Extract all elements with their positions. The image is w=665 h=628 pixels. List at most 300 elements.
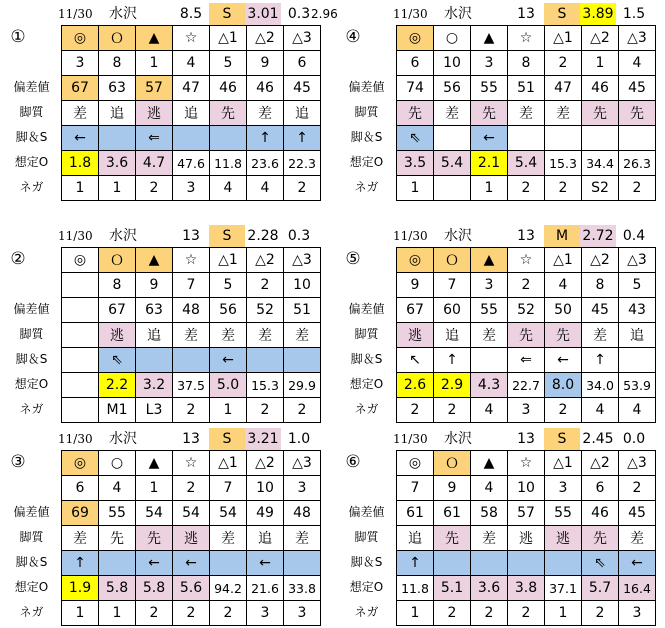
- horse-number-cell: 5: [619, 273, 656, 298]
- race-value-3: 0.3: [287, 6, 311, 22]
- row-label: 想定O: [349, 580, 384, 594]
- mark-cell: △3: [284, 248, 321, 273]
- horse-number-cell: 2: [508, 273, 545, 298]
- nega-cell: 2: [619, 176, 656, 201]
- nega-cell: 2: [582, 601, 619, 626]
- score-cell: 61: [397, 501, 434, 526]
- grid-row-styles: [62, 101, 321, 126]
- horse-number-cell: 5: [210, 273, 247, 298]
- horse-number-cell: 6: [582, 476, 619, 501]
- mark-cell: △2: [582, 26, 619, 51]
- panel-number: ①: [10, 27, 26, 47]
- horse-number-cell: 8: [508, 51, 545, 76]
- arrow-cell: [508, 551, 545, 576]
- panel-number: ②: [10, 249, 26, 269]
- race-grid: [396, 450, 656, 626]
- nega-cell: 2: [434, 601, 471, 626]
- horse-number-cell: 9: [434, 476, 471, 501]
- row-label: 脚質: [19, 105, 44, 119]
- row-label: 偏差値: [13, 80, 50, 94]
- grid-row-marks: [397, 248, 656, 273]
- score-cell: 67: [99, 298, 136, 323]
- score-cell: 46: [210, 76, 247, 101]
- odds-cell: 16.4: [619, 576, 656, 601]
- panel-number: ⑥: [345, 452, 361, 472]
- arrow-cell: ↑: [284, 126, 321, 151]
- race-panel-6: [338, 428, 658, 628]
- style-cell: 差: [508, 101, 545, 126]
- score-cell: 55: [545, 501, 582, 526]
- score-cell: 74: [397, 76, 434, 101]
- race-panel-2: [3, 225, 323, 425]
- grid-row-marks: [62, 451, 321, 476]
- score-cell: 54: [210, 501, 247, 526]
- mark-cell: △1: [210, 451, 247, 476]
- panel-number: ④: [345, 27, 361, 47]
- horse-number-cell: 4: [99, 476, 136, 501]
- score-cell: 48: [284, 501, 321, 526]
- grid-row-odds: [397, 151, 656, 176]
- style-cell: 追: [136, 323, 173, 348]
- nega-cell: 2: [545, 398, 582, 423]
- grid-row-styles: [397, 101, 656, 126]
- score-cell: 47: [545, 76, 582, 101]
- panel-number: ⑤: [345, 249, 361, 269]
- nega-cell: 2: [284, 176, 321, 201]
- row-label: 偏差値: [348, 505, 385, 519]
- mark-cell: △3: [284, 451, 321, 476]
- race-value-4: [646, 428, 665, 450]
- mark-cell: ◎: [62, 248, 99, 273]
- score-cell: 43: [619, 298, 656, 323]
- horse-number-cell: 6: [284, 51, 321, 76]
- race-value-2: 2.72: [580, 225, 616, 247]
- arrow-cell: ↑: [247, 126, 284, 151]
- odds-cell: 4.3: [471, 373, 508, 398]
- race-grid: [61, 450, 321, 626]
- odds-cell: [62, 373, 99, 398]
- arrow-cell: ↑: [62, 551, 99, 576]
- race-value-1: 8.5: [179, 6, 203, 22]
- race-grid: [396, 247, 656, 423]
- row-label: ネガ: [354, 605, 379, 619]
- odds-cell: 15.3: [545, 151, 582, 176]
- style-cell: 差: [210, 526, 247, 551]
- race-value-3: 0.3: [287, 228, 311, 244]
- score-cell: 56: [210, 298, 247, 323]
- score-cell: 57: [508, 501, 545, 526]
- grid-row-marks: [62, 248, 321, 273]
- mark-cell: ○: [99, 451, 136, 476]
- grid-row-nega: [397, 601, 656, 626]
- race-value-2: 2.45: [582, 431, 614, 447]
- mark-cell: Ｏ: [99, 26, 136, 51]
- horse-number-cell: 3: [284, 476, 321, 501]
- grid-row-scores: [62, 501, 321, 526]
- race-date: 11/30: [58, 432, 93, 446]
- score-cell: 55: [99, 501, 136, 526]
- mark-cell: △3: [284, 26, 321, 51]
- panel-number: ③: [10, 452, 26, 472]
- odds-cell: 5.6: [173, 576, 210, 601]
- odds-cell: 3.8: [508, 576, 545, 601]
- nega-cell: 3: [508, 398, 545, 423]
- grid-row-scores: [397, 76, 656, 101]
- arrow-cell: [173, 126, 210, 151]
- race-value-4: 2.96: [311, 7, 338, 21]
- row-label: ネガ: [19, 180, 44, 194]
- arrow-cell: ←: [62, 126, 99, 151]
- style-cell: 差: [434, 101, 471, 126]
- horse-number-cell: 3: [62, 51, 99, 76]
- horse-number-cell: 4: [619, 51, 656, 76]
- style-cell: 先: [545, 323, 582, 348]
- nega-cell: 1: [210, 398, 247, 423]
- style-cell: 追: [434, 323, 471, 348]
- style-cell: 差: [471, 526, 508, 551]
- row-label: 脚＆S: [15, 352, 48, 366]
- race-value-3: 0.4: [622, 228, 646, 244]
- style-cell: 先: [99, 526, 136, 551]
- nega-cell: 1: [471, 176, 508, 201]
- arrow-cell: [99, 126, 136, 151]
- score-cell: 67: [397, 298, 434, 323]
- grid-row-numbers: [62, 476, 321, 501]
- row-label: 偏差値: [13, 505, 50, 519]
- score-cell: 45: [619, 501, 656, 526]
- mark-cell: Ｏ: [434, 248, 471, 273]
- row-label: 脚質: [354, 530, 379, 544]
- grid-row-odds: [62, 576, 321, 601]
- odds-cell: 3.6: [99, 151, 136, 176]
- row-label: 脚質: [354, 327, 379, 341]
- nega-cell: 1: [62, 176, 99, 201]
- row-label: 想定O: [14, 580, 49, 594]
- horse-number-cell: 5: [210, 51, 247, 76]
- grid-row-odds: [62, 373, 321, 398]
- odds-cell: 2.2: [99, 373, 136, 398]
- arrow-cell: ↑: [582, 348, 619, 373]
- race-date: 11/30: [393, 432, 428, 446]
- score-cell: 45: [582, 298, 619, 323]
- horse-number-cell: 10: [284, 273, 321, 298]
- horse-number-cell: 7: [397, 476, 434, 501]
- nega-cell: [62, 398, 99, 423]
- nega-cell: 2: [173, 398, 210, 423]
- score-cell: 67: [62, 76, 99, 101]
- horse-number-cell: 9: [136, 273, 173, 298]
- style-cell: 差: [284, 526, 321, 551]
- mark-cell: △1: [545, 248, 582, 273]
- venue-name: 水沢: [109, 228, 137, 244]
- row-label: 想定O: [349, 155, 384, 169]
- arrow-cell: [284, 348, 321, 373]
- grade-badge: S: [209, 428, 245, 450]
- mark-cell: △2: [582, 451, 619, 476]
- horse-number-cell: 2: [545, 51, 582, 76]
- horse-number-cell: 6: [397, 51, 434, 76]
- race-value-1: 13: [517, 6, 535, 22]
- nega-cell: 1: [99, 176, 136, 201]
- arrow-cell: ←: [471, 126, 508, 151]
- horse-number-cell: 4: [471, 476, 508, 501]
- arrow-cell: [62, 348, 99, 373]
- nega-cell: 2: [173, 601, 210, 626]
- odds-cell: 22.7: [508, 373, 545, 398]
- race-panel-4: [338, 3, 658, 203]
- row-label: 脚＆S: [15, 130, 48, 144]
- row-label: ネガ: [354, 180, 379, 194]
- arrow-cell: ←: [247, 551, 284, 576]
- nega-cell: 3: [173, 176, 210, 201]
- odds-cell: 29.9: [284, 373, 321, 398]
- mark-cell: ◎: [62, 451, 99, 476]
- race-value-2: 2.28: [247, 228, 279, 244]
- odds-cell: 5.8: [99, 576, 136, 601]
- style-cell: 逃: [545, 526, 582, 551]
- style-cell: 逃: [173, 526, 210, 551]
- style-cell: 差: [247, 101, 284, 126]
- mark-cell: ☆: [508, 26, 545, 51]
- arrow-cell: [247, 348, 284, 373]
- grid-row-nega: [62, 398, 321, 423]
- style-cell: 追: [619, 323, 656, 348]
- nega-cell: 2: [508, 176, 545, 201]
- arrow-cell: ←: [545, 348, 582, 373]
- odds-cell: 94.2: [210, 576, 247, 601]
- odds-cell: 4.7: [136, 151, 173, 176]
- odds-cell: 34.0: [582, 373, 619, 398]
- nega-cell: 2: [210, 601, 247, 626]
- mark-cell: ☆: [508, 451, 545, 476]
- odds-cell: 21.6: [247, 576, 284, 601]
- score-cell: 58: [471, 501, 508, 526]
- mark-cell: ▲: [471, 26, 508, 51]
- mark-cell: △1: [545, 451, 582, 476]
- arrow-cell: ⇖: [397, 126, 434, 151]
- arrow-cell: [471, 348, 508, 373]
- horse-number-cell: 2: [619, 476, 656, 501]
- mark-cell: △3: [619, 26, 656, 51]
- style-cell: 差: [62, 101, 99, 126]
- odds-cell: 5.7: [582, 576, 619, 601]
- race-date: 11/30: [393, 229, 428, 243]
- score-cell: 51: [508, 76, 545, 101]
- race-panel-3: [3, 428, 323, 628]
- style-cell: 逃: [99, 323, 136, 348]
- nega-cell: 4: [247, 176, 284, 201]
- row-label: 想定O: [14, 377, 49, 391]
- arrow-cell: [99, 551, 136, 576]
- arrow-cell: [545, 126, 582, 151]
- grid-row-arrows: [62, 348, 321, 373]
- venue-name: 水沢: [444, 431, 472, 447]
- race-grid: [61, 247, 321, 423]
- race-value-2: 3.21: [245, 428, 281, 450]
- horse-number-cell: 1: [136, 476, 173, 501]
- odds-cell: 2.9: [434, 373, 471, 398]
- grid-row-nega: [397, 176, 656, 201]
- grid-row-odds: [397, 576, 656, 601]
- panel-header: [3, 428, 333, 450]
- grid-row-marks: [62, 26, 321, 51]
- arrow-cell: ↑: [434, 348, 471, 373]
- arrow-cell: [508, 126, 545, 151]
- grade-badge: M: [544, 225, 580, 247]
- nega-cell: 4: [210, 176, 247, 201]
- race-panel-1: [3, 3, 338, 203]
- row-label: 脚質: [354, 105, 379, 119]
- arrow-cell: ⇐: [136, 126, 173, 151]
- style-cell: 差: [62, 526, 99, 551]
- nega-cell: 3: [619, 601, 656, 626]
- odds-cell: 8.0: [545, 373, 582, 398]
- race-date: 11/30: [58, 229, 93, 243]
- score-cell: 55: [471, 298, 508, 323]
- horse-number-cell: 10: [247, 476, 284, 501]
- venue-name: 水沢: [444, 6, 472, 22]
- odds-cell: 5.1: [434, 576, 471, 601]
- arrow-cell: [434, 551, 471, 576]
- arrow-cell: ←: [136, 551, 173, 576]
- score-cell: 46: [582, 76, 619, 101]
- row-label: ネガ: [354, 402, 379, 416]
- mark-cell: ☆: [173, 451, 210, 476]
- horse-number-cell: 8: [582, 273, 619, 298]
- odds-cell: 11.8: [210, 151, 247, 176]
- odds-cell: 23.6: [247, 151, 284, 176]
- style-cell: 差: [247, 323, 284, 348]
- mark-cell: ○: [434, 26, 471, 51]
- grid-row-numbers: [397, 51, 656, 76]
- row-label: ネガ: [19, 605, 44, 619]
- score-cell: 54: [173, 501, 210, 526]
- grid-row-scores: [397, 501, 656, 526]
- mark-cell: ☆: [173, 248, 210, 273]
- nega-cell: 1: [545, 601, 582, 626]
- score-cell: 61: [434, 501, 471, 526]
- nega-cell: 2: [284, 398, 321, 423]
- odds-cell: 15.3: [247, 373, 284, 398]
- style-cell: 差: [210, 323, 247, 348]
- nega-cell: 1: [397, 176, 434, 201]
- odds-cell: 37.1: [545, 576, 582, 601]
- nega-cell: 2: [136, 176, 173, 201]
- nega-cell: S2: [582, 176, 619, 201]
- style-cell: 先: [471, 101, 508, 126]
- arrow-cell: [434, 126, 471, 151]
- mark-cell: ▲: [471, 451, 508, 476]
- grid-row-marks: [397, 451, 656, 476]
- score-cell: 56: [434, 76, 471, 101]
- style-cell: [62, 323, 99, 348]
- mark-cell: ☆: [508, 248, 545, 273]
- horse-number-cell: 7: [434, 273, 471, 298]
- nega-cell: 3: [284, 601, 321, 626]
- odds-cell: 47.6: [173, 151, 210, 176]
- grid-row-styles: [397, 323, 656, 348]
- race-grid: [61, 25, 321, 201]
- style-cell: 先: [582, 526, 619, 551]
- horse-number-cell: 1: [582, 51, 619, 76]
- odds-cell: 5.4: [434, 151, 471, 176]
- style-cell: 差: [619, 526, 656, 551]
- grid-row-nega: [62, 176, 321, 201]
- style-cell: 追: [173, 101, 210, 126]
- grid-row-arrows: [62, 551, 321, 576]
- horse-number-cell: 10: [508, 476, 545, 501]
- race-value-2: 3.01: [245, 3, 281, 25]
- horse-number-cell: 3: [471, 273, 508, 298]
- mark-cell: △2: [582, 248, 619, 273]
- row-label: 脚＆S: [350, 555, 383, 569]
- grid-row-nega: [397, 398, 656, 423]
- race-value-1: 13: [182, 431, 200, 447]
- style-cell: 逃: [397, 323, 434, 348]
- mark-cell: ◎: [397, 451, 434, 476]
- grid-row-numbers: [62, 51, 321, 76]
- horse-number-cell: [62, 273, 99, 298]
- panel-header: [338, 225, 665, 247]
- arrow-cell: [210, 126, 247, 151]
- odds-cell: 53.9: [619, 373, 656, 398]
- mark-cell: △1: [210, 248, 247, 273]
- arrow-cell: [136, 348, 173, 373]
- grid-row-numbers: [397, 273, 656, 298]
- arrow-cell: [619, 348, 656, 373]
- nega-cell: 2: [247, 398, 284, 423]
- nega-cell: 3: [247, 601, 284, 626]
- arrow-cell: [471, 551, 508, 576]
- race-panel-5: [338, 225, 658, 425]
- score-cell: 52: [508, 298, 545, 323]
- odds-cell: 5.4: [508, 151, 545, 176]
- style-cell: 先: [397, 101, 434, 126]
- style-cell: 差: [471, 323, 508, 348]
- race-value-1: 13: [517, 228, 535, 244]
- style-cell: 先: [434, 526, 471, 551]
- horse-number-cell: 9: [247, 51, 284, 76]
- horse-number-cell: 10: [434, 51, 471, 76]
- style-cell: 差: [173, 323, 210, 348]
- odds-cell: 3.6: [471, 576, 508, 601]
- race-value-3: 1.0: [287, 431, 311, 447]
- mark-cell: ◎: [62, 26, 99, 51]
- race-value-4: [311, 225, 341, 247]
- race-value-4: [311, 428, 341, 450]
- grid-row-scores: [62, 76, 321, 101]
- score-cell: [62, 298, 99, 323]
- horse-number-cell: 4: [173, 51, 210, 76]
- mark-cell: △1: [210, 26, 247, 51]
- grid-row-scores: [397, 298, 656, 323]
- score-cell: 50: [545, 298, 582, 323]
- horse-number-cell: 9: [397, 273, 434, 298]
- arrow-cell: [545, 551, 582, 576]
- grade-badge: S: [544, 428, 580, 450]
- row-label: 脚＆S: [15, 555, 48, 569]
- score-cell: 46: [582, 501, 619, 526]
- arrow-cell: ↖: [397, 348, 434, 373]
- race-value-2: 3.89: [580, 3, 616, 25]
- style-cell: 逃: [136, 101, 173, 126]
- arrow-cell: [284, 551, 321, 576]
- odds-cell: 5.0: [210, 373, 247, 398]
- style-cell: 先: [210, 101, 247, 126]
- arrow-cell: ↑: [397, 551, 434, 576]
- score-cell: 54: [136, 501, 173, 526]
- mark-cell: △2: [247, 248, 284, 273]
